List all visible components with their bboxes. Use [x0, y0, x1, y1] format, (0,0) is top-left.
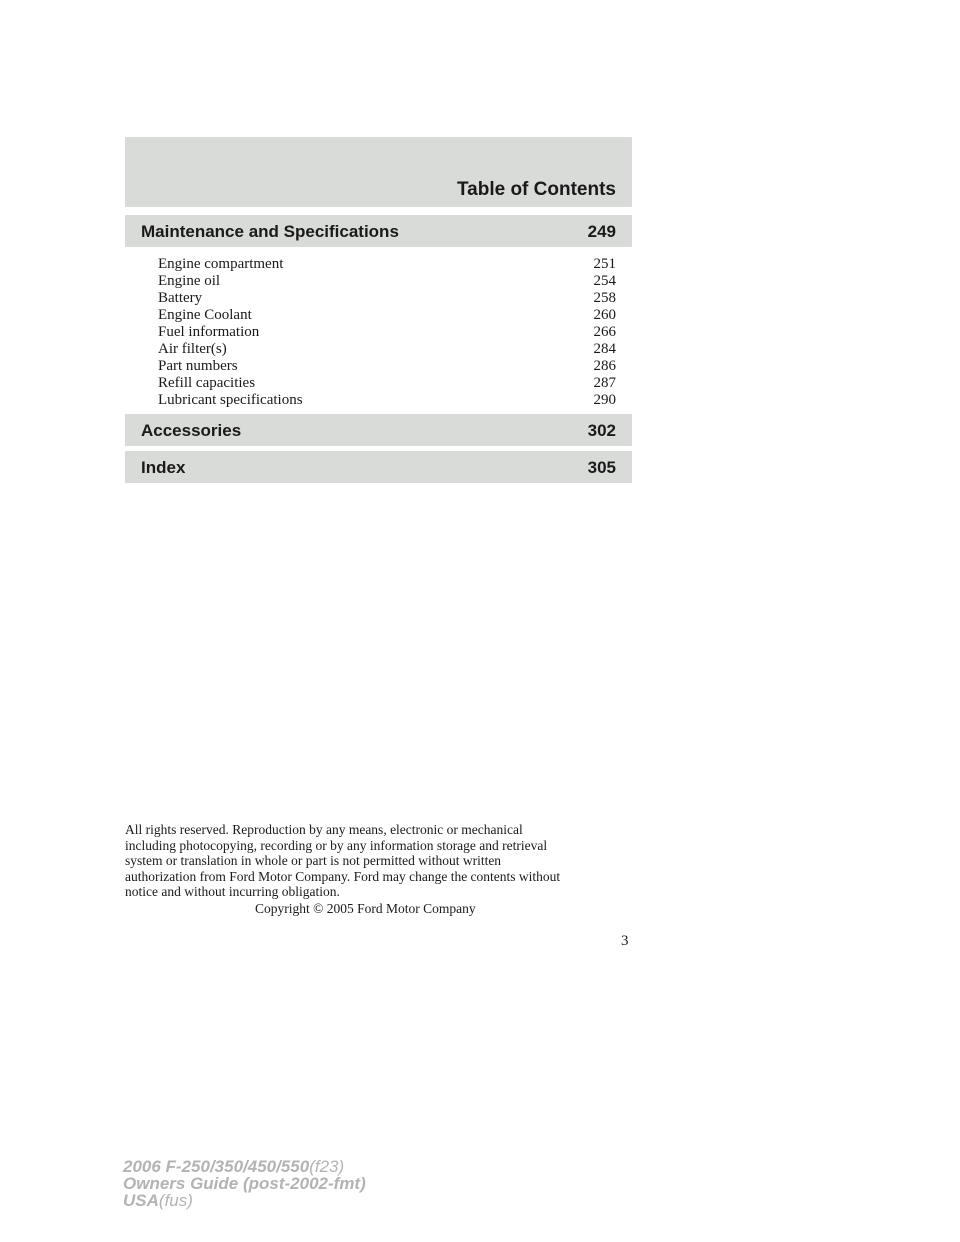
- footer-line-model: [123, 1158, 366, 1175]
- entry-lubricant-specifications[interactable]: [158, 392, 616, 409]
- entry-page: 251: [593, 256, 616, 272]
- entry-label: Refill capacities: [158, 375, 256, 391]
- footer-line-market: [123, 1192, 366, 1209]
- entry-page: 266: [593, 324, 616, 340]
- rights-line: including photocopying, recording or by any information storage and retrieval: [125, 837, 548, 853]
- rights-line: system or translation in whole or part is not permitted without written: [125, 853, 502, 868]
- section-title: Maintenance and Specifications: [141, 222, 399, 241]
- entry-page: 260: [593, 307, 616, 323]
- entry-engine-coolant[interactable]: [158, 307, 616, 324]
- entry-label: Engine compartment: [158, 256, 284, 272]
- entry-page: 290: [593, 392, 616, 408]
- entry-engine-compartment[interactable]: [158, 256, 616, 273]
- entry-fuel-information[interactable]: [158, 324, 616, 341]
- header-band: [125, 137, 632, 207]
- page-title: Table of Contents: [456, 179, 616, 200]
- entry-engine-oil[interactable]: [158, 273, 616, 290]
- entry-label: Engine oil: [158, 273, 221, 289]
- entry-label: Battery: [158, 290, 203, 306]
- entry-part-numbers[interactable]: [158, 358, 616, 375]
- rights-line: authorization from Ford Motor Company. Ford may change the contents without: [125, 868, 561, 884]
- section-maintenance[interactable]: [125, 215, 632, 247]
- entry-refill-capacities[interactable]: [158, 375, 616, 392]
- section-page: 249: [587, 222, 616, 241]
- entry-label: Lubricant specifications: [158, 392, 303, 408]
- entry-battery[interactable]: [158, 290, 616, 307]
- entry-page: 254: [593, 273, 616, 289]
- entry-page: 258: [593, 290, 616, 306]
- section-page: 305: [587, 458, 616, 477]
- entry-label: Engine Coolant: [158, 307, 252, 323]
- rights-line: All rights reserved. Reproduction by any means, electronic or mechanical: [125, 822, 523, 837]
- rights-line: notice and without incurring obligation.: [125, 884, 340, 899]
- entry-label: Air filter(s): [158, 341, 227, 357]
- footer-market: USA: [123, 1191, 159, 1210]
- entry-page: 287: [593, 375, 616, 391]
- footer-guide: Owners Guide (post-2002-fmt): [123, 1174, 366, 1193]
- entry-label: Fuel information: [158, 324, 260, 340]
- page-number: 3: [621, 933, 629, 949]
- section-page: 302: [587, 421, 616, 440]
- document-footer: [123, 1158, 366, 1209]
- section-title: Accessories: [141, 421, 242, 440]
- footer-line-guide: [123, 1175, 366, 1192]
- footer-market-code: (fus): [158, 1191, 193, 1210]
- entry-list: [158, 256, 616, 409]
- section-accessories[interactable]: [125, 414, 632, 446]
- section-title: Index: [141, 458, 186, 477]
- entry-page: 286: [593, 358, 616, 374]
- entry-air-filters[interactable]: [158, 341, 616, 358]
- footer-model: 2006 F-250/350/450/550: [123, 1157, 310, 1176]
- copyright-line: Copyright © 2005 Ford Motor Company: [255, 901, 476, 916]
- rights-notice: [125, 822, 632, 900]
- entry-page: 284: [593, 341, 616, 357]
- footer-model-code: (f23): [309, 1157, 345, 1176]
- entry-label: Part numbers: [158, 358, 238, 374]
- section-index[interactable]: [125, 451, 632, 483]
